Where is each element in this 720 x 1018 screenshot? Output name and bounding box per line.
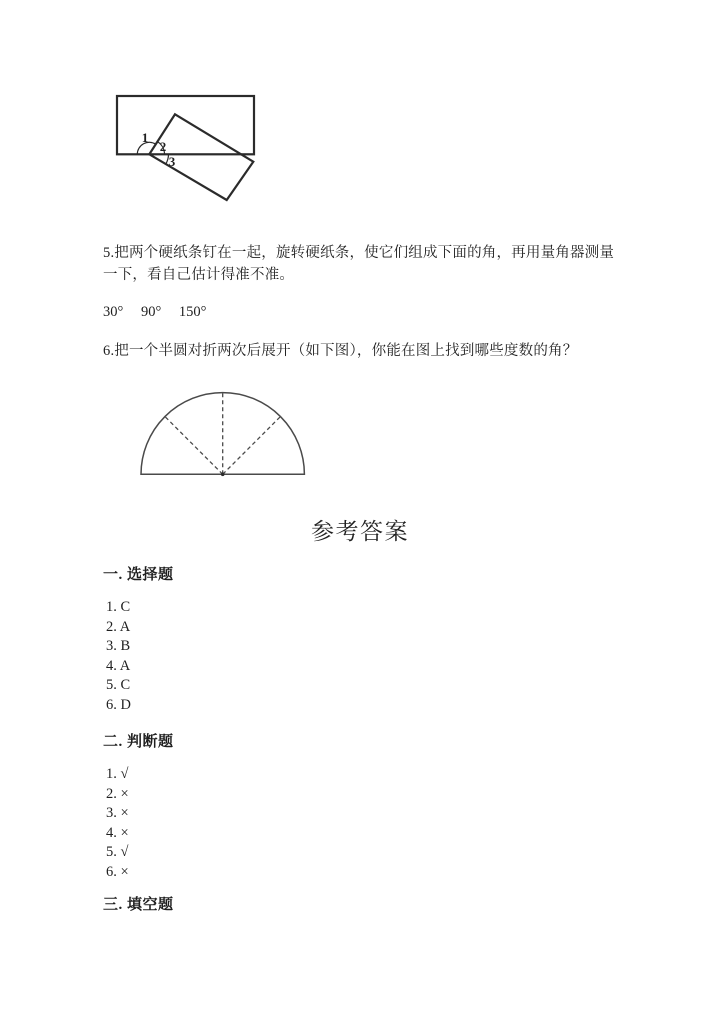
semicircle-outline [141,393,304,475]
answer-item: 3. B [106,638,131,655]
section-heading-choice: 一. 选择题 [103,567,174,583]
angles-figure-svg [105,85,275,210]
answer-item: 6. × [106,863,129,880]
choice-answer-list [106,598,131,716]
answers-title: 参考答案 [311,519,409,544]
horizontal-rectangle-shape [117,96,254,154]
answer-item: 2. A [106,618,131,635]
fold-line-right [223,417,281,475]
answer-item: 5. √ [106,844,129,861]
degree-value-30: 30° [103,304,124,320]
tilted-rectangle-shape [149,114,253,200]
degrees-row [103,304,220,321]
answer-item: 3. × [106,805,129,822]
question-6-text: 6.把一个半圆对折两次后展开（如下图），你能在图上找到哪些度数的角？ [103,343,578,359]
answer-item: 4. A [106,657,131,674]
degree-value-90: 90° [140,304,162,320]
question-5-text: 5.把两个硬纸条钉在一起，旋转硬纸条，使它们组成下面的角，再用量角器测量一下，看自己估计得准不准。 [103,245,615,283]
fold-center-dot [221,473,225,477]
answer-item: 1. C [106,599,131,615]
answer-item: 1. √ [106,766,129,782]
answer-item: 4. × [106,824,129,841]
degree-value-150: 150° [178,304,207,320]
angle-label-2: 2 [159,139,167,154]
answer-item: 2. × [106,785,129,802]
answer-item: 5. C [106,677,131,694]
section-heading-judgment: 二. 判断题 [103,734,174,750]
angle-label-1: 1 [141,130,149,145]
semicircle-figure [128,383,323,483]
angle-label-3: 3 [168,154,176,169]
fold-line-left [165,417,223,475]
angles-figure [105,85,275,210]
judgment-answer-list [106,765,129,883]
semicircle-figure-svg [128,383,323,483]
section-heading-fill-blank: 三. 填空题 [103,897,174,913]
answer-item: 6. D [106,696,131,713]
